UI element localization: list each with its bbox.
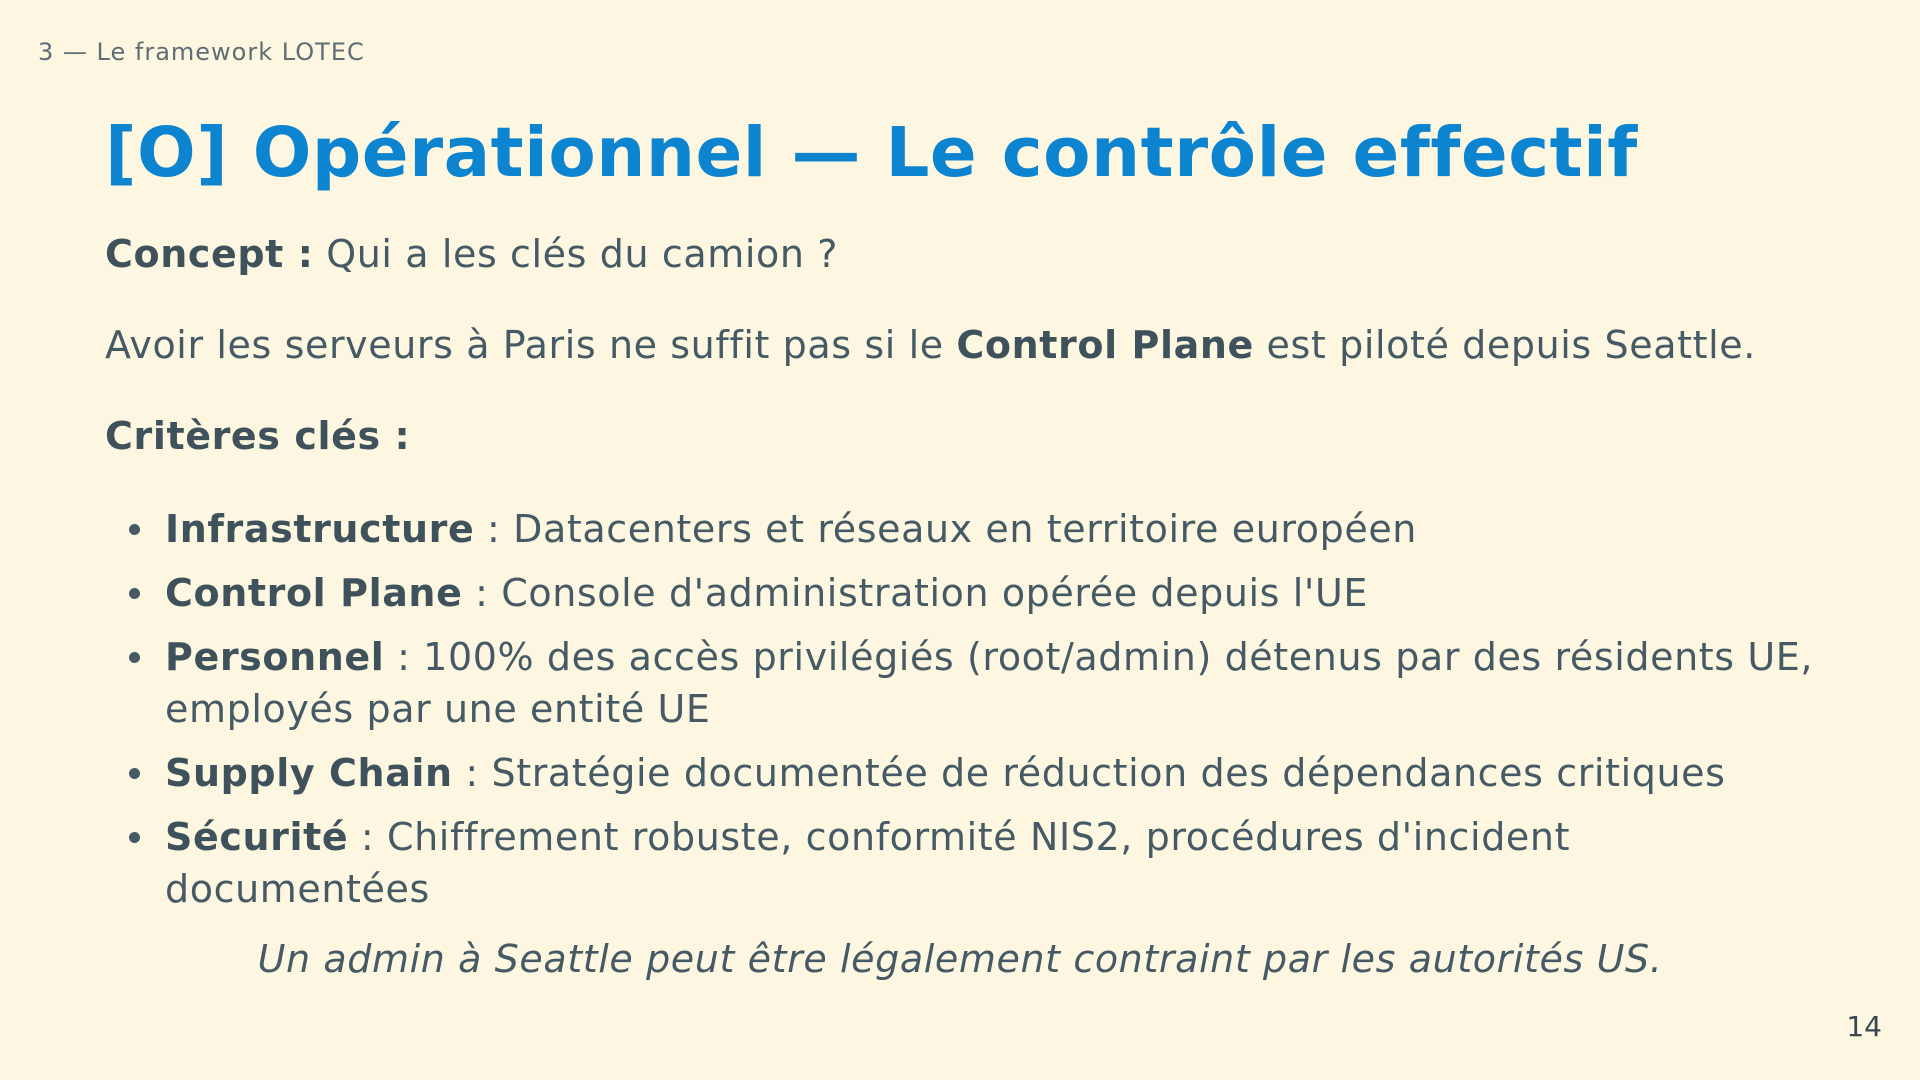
bullet-icon	[129, 768, 140, 779]
criterion-label: Sécurité	[165, 815, 349, 859]
criterion-text: : Stratégie documentée de réduction des dépendances critiques	[452, 751, 1726, 795]
bullet-icon	[129, 524, 140, 535]
intro-after: est piloté depuis Seattle.	[1253, 323, 1756, 367]
bullet-icon	[129, 832, 140, 843]
intro-paragraph	[105, 321, 1825, 369]
criteria-heading	[105, 412, 1825, 460]
criterion-text: : 100% des accès privilégiés (root/admin) détenus par des résidents UE, employés par une entité UE	[165, 635, 1814, 731]
criterion-text: : Console d'administration opérée depuis l'UE	[462, 571, 1368, 615]
criteria-list	[105, 503, 1825, 915]
bullet-icon	[129, 652, 140, 663]
list-item	[105, 567, 1825, 619]
concept-text: Qui a les clés du camion ?	[313, 232, 838, 276]
criterion-text: : Chiffrement robuste, conformité NIS2, procédures d'incident documentées	[165, 815, 1571, 911]
criterion-label: Supply Chain	[165, 751, 453, 795]
concept-label: Concept :	[105, 232, 314, 276]
section-header: 3 — Le framework LOTEC	[38, 38, 365, 66]
bullet-icon	[129, 588, 140, 599]
slide-content	[105, 108, 1825, 985]
criterion-label: Personnel	[165, 635, 385, 679]
intro-before: Avoir les serveurs à Paris ne suffit pas si le	[105, 323, 957, 367]
intro-bold: Control Plane	[956, 323, 1254, 367]
concept-paragraph	[105, 230, 1825, 278]
criteria-heading-text: Critères clés :	[105, 414, 411, 458]
list-item	[105, 631, 1825, 735]
closing-quote: Un admin à Seattle peut être légalement contraint par les autorités US.	[257, 937, 1663, 981]
criterion-label: Control Plane	[165, 571, 463, 615]
list-item	[105, 747, 1825, 799]
page-number: 14	[1846, 1010, 1882, 1043]
criterion-text: : Datacenters et réseaux en territoire européen	[474, 507, 1417, 551]
slide-title: [O] Opérationnel — Le contrôle effectif	[105, 113, 1638, 193]
list-item	[105, 503, 1825, 555]
list-item	[105, 811, 1825, 915]
criterion-label: Infrastructure	[165, 507, 475, 551]
